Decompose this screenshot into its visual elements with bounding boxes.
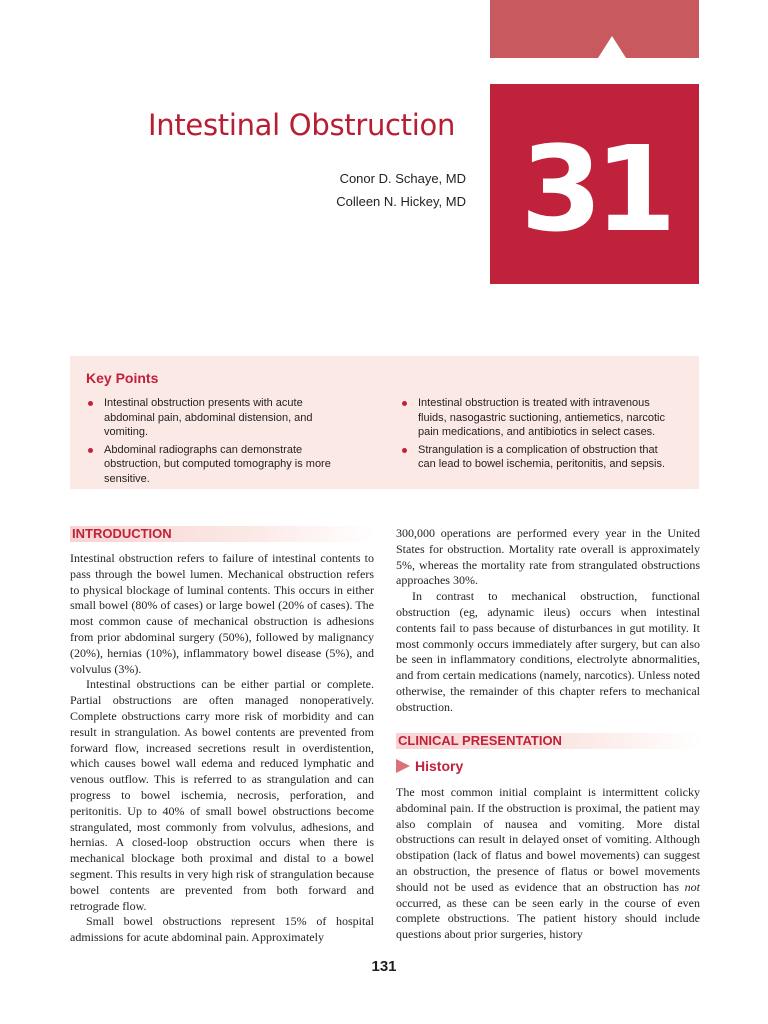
tab-notch-icon xyxy=(598,36,626,58)
emphasis-text: not xyxy=(684,879,700,894)
chapter-title: Intestinal Obstruction xyxy=(148,108,456,142)
bullet-icon xyxy=(88,401,93,406)
text-run: The most common initial complaint is intermittent colicky abdominal pain. If the obstruction is proximal, the patient may also complain of nausea and vomiting. More distal obstructions can result in delayed onset of vomiting. Although obstipation (lack of flatus and bowel movements) can suggest an obstruction, the presence of flatus or bowel movements should not be used as evidence that an obstruction has xyxy=(396,785,700,894)
paragraph: 300,000 operations are performed every year in the United States for obstruction. Mortality rate overall is approximately 5%, whereas the mortality rate from strangulated obstructions approaches 30%. xyxy=(396,526,700,588)
paragraph xyxy=(396,785,700,943)
right-column-bottom xyxy=(396,785,700,943)
author-2: Colleen N. Hickey, MD xyxy=(336,194,466,209)
key-points-title: Key Points xyxy=(86,370,159,386)
text-run: occurred, as these can be seen early in the course of even complete obstructions. The patient history should include questions about prior surgeries, history xyxy=(396,895,700,942)
bullet-icon xyxy=(88,448,93,453)
page-number: 131 xyxy=(371,958,397,975)
section-heading-clinical-presentation: CLINICAL PRESENTATION xyxy=(396,733,702,749)
key-point xyxy=(84,443,356,487)
subheading-history xyxy=(396,758,463,774)
paragraph: Intestinal obstructions can be either partial or complete. Partial obstructions are often managed nonoperatively. Complete obstructions carry more risk of morbidity and can result in strangulation. As bowel contents are prevented from forward flow, increased secretions result in overdistention, which causes bowel wall edema and reduced lymphatic and venous outflow. This is referred to as strangulation and can progress to bowel ischemia, necrosis, perforation, and peritonitis. Up to 40% of small bowel obstructions become strangulated, most commonly from volvulus, adhesions, and hernias. A closed-loop obstruction occurs when there is mechanical blockage both proximal and distal to a bowel segment. This results in very high risk of strangulation because bowel contents are prevented from both forward and retrograde flow. xyxy=(70,677,374,913)
key-points-box xyxy=(70,356,699,489)
subheading-label: History xyxy=(415,758,464,774)
chapter-tab xyxy=(490,0,699,58)
key-point xyxy=(398,396,670,440)
left-column xyxy=(70,551,374,946)
paragraph: In contrast to mechanical obstruction, functional obstruction (eg, adynamic ileus) occurs when intestinal contents fail to pass because of disturbances in gut motility. It most commonly occurs immediately after surgery, but can also be seen in inflammatory conditions, electrolyte abnormalities, and from certain medications (namely, narcotics). Unless noted otherwise, the remainder of this chapter refers to mechanical obstruction. xyxy=(396,589,700,714)
section-heading-introduction: INTRODUCTION xyxy=(70,526,374,542)
key-points-left-column xyxy=(84,396,356,489)
key-point xyxy=(84,396,356,440)
chapter-number-box xyxy=(490,84,699,284)
author-1: Conor D. Schaye, MD xyxy=(339,171,466,186)
key-point xyxy=(398,443,670,472)
chapter-number: 31 xyxy=(520,120,669,258)
arrow-right-icon xyxy=(396,759,410,773)
key-point-text: Abdominal radiographs can demonstrate obstruction, but computed tomography is more sensitive. xyxy=(104,443,331,485)
right-column-top xyxy=(396,526,700,716)
key-point-text: Intestinal obstruction presents with acute abdominal pain, abdominal distension, and vomiting. xyxy=(104,397,313,438)
key-points-right-column xyxy=(398,396,670,475)
paragraph: Intestinal obstruction refers to failure of intestinal contents to pass through the bowel lumen. Mechanical obstruction refers to physical blockage of luminal contents. This occurs in either small bowel (80% of cases) or large bowel (20% of cases). The most common cause of mechanical obstruction is adhesions from prior abdominal surgery (50%), followed by malignancy (20%), hernias (10%), inflammatory bowel disease (5%), and volvulus (3%). xyxy=(70,551,374,676)
key-point-text: Strangulation is a complication of obstruction that can lead to bowel ischemia, peritonitis, and sepsis. xyxy=(418,443,666,470)
bullet-icon xyxy=(402,401,407,406)
paragraph: Small bowel obstructions represent 15% of hospital admissions for acute abdominal pain. Approximately xyxy=(70,914,374,945)
bullet-icon xyxy=(402,448,407,453)
key-point-text: Intestinal obstruction is treated with intravenous fluids, nasogastric suctioning, antiemetics, narcotic pain medications, and antibiotics in select cases. xyxy=(418,397,666,438)
